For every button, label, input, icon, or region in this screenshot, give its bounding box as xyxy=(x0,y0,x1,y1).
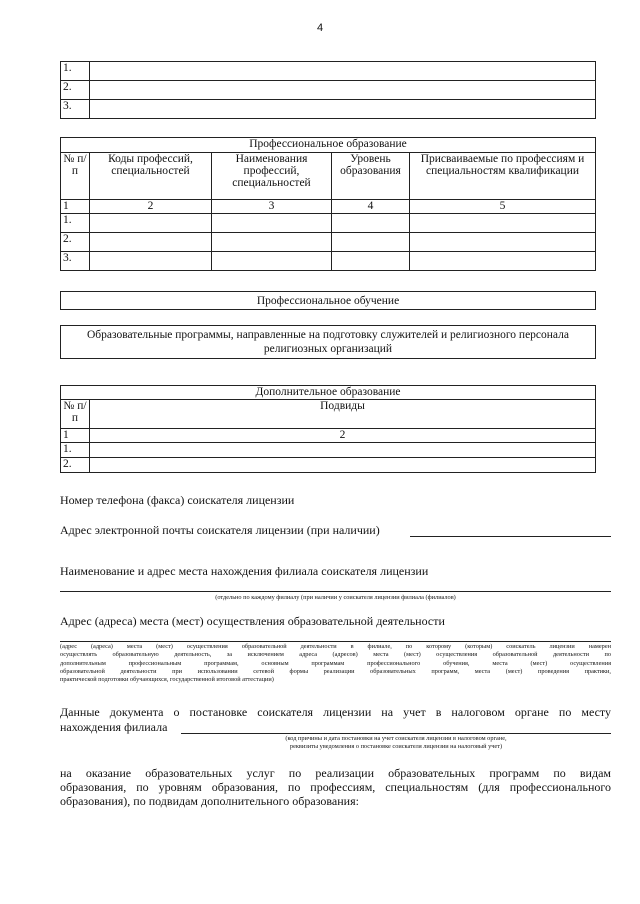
tax-note-line: (код причины и дата постановки на учет соискателя лицензии в налоговом органе, xyxy=(285,735,507,742)
closing-paragraph xyxy=(60,766,611,808)
table-row-number: 2. xyxy=(61,233,90,252)
table-cell[interactable] xyxy=(410,233,596,252)
column-header: № п/п xyxy=(61,400,90,429)
table-row-number: 3. xyxy=(61,252,90,271)
tax-note-line: реквизиты уведомления о постановке соискателя лицензии на налоговый учет) xyxy=(289,743,503,751)
address-note-line: образовательной деятельности при использовании сетевой формы реализации образовательных программ, места (мест) проведения практики, xyxy=(60,667,611,675)
table-cell[interactable] xyxy=(410,252,596,271)
page-number: 4 xyxy=(316,22,324,34)
additional-education-table xyxy=(60,385,596,473)
closing-line: на оказание образовательных услуг по реализации образовательных программ по видам xyxy=(60,766,611,780)
address-note-line: дополнительным профессиональным программам, основным программам профессионального обучения, места (мест) осуществления xyxy=(60,659,611,667)
table-cell[interactable] xyxy=(90,252,212,271)
column-number: 4 xyxy=(332,200,410,214)
tax-note xyxy=(181,735,611,752)
column-header: № п/п xyxy=(61,153,90,200)
professional-training-box: Профессиональное обучение xyxy=(60,291,596,310)
tax-label-line2: нахождения филиала xyxy=(60,720,168,734)
branch-label: Наименование и адрес места нахождения филиала соискателя лицензии xyxy=(60,564,429,578)
column-header: Уровень образования xyxy=(332,153,410,200)
column-number: 5 xyxy=(410,200,596,214)
table-title: Дополнительное образование xyxy=(61,386,596,400)
table-row-number: 3. xyxy=(61,100,90,119)
table-cell[interactable] xyxy=(90,214,212,233)
table-cell[interactable] xyxy=(90,443,596,458)
email-input-line[interactable] xyxy=(410,536,611,537)
address-note xyxy=(60,643,611,684)
table-cell[interactable] xyxy=(212,252,332,271)
column-number: 1 xyxy=(61,200,90,214)
top-numbered-table xyxy=(60,61,596,119)
closing-line: образования), по подвидам дополнительного образования: xyxy=(60,794,359,808)
branch-input-line[interactable] xyxy=(60,591,611,592)
address-label: Адрес (адреса) места (мест) осуществления образовательной деятельности xyxy=(60,614,445,628)
table-row-number: 1. xyxy=(61,62,90,81)
address-note-line: осуществлять образовательную деятельность, за исключением адреса (адресов) места (мест) осуществления образовательной деятельности по xyxy=(60,651,611,659)
table-row-number: 1. xyxy=(61,443,90,458)
column-number: 2 xyxy=(90,429,596,443)
address-note-line: (адрес (адреса) места (мест) осуществления образовательной деятельности в филиале, по которому (которым) соискатель лицензии намерен xyxy=(60,643,611,650)
table-cell[interactable] xyxy=(90,100,596,119)
table-row-number: 2. xyxy=(61,81,90,100)
column-number: 2 xyxy=(90,200,212,214)
column-header: Присваиваемые по профессиям и специальностям квалификации xyxy=(410,153,596,200)
column-header: Коды профессий, специальностей xyxy=(90,153,212,200)
table-row-number: 2. xyxy=(61,458,90,473)
table-cell[interactable] xyxy=(410,214,596,233)
table-cell[interactable] xyxy=(90,81,596,100)
column-number: 3 xyxy=(212,200,332,214)
table-cell[interactable] xyxy=(332,214,410,233)
email-label: Адрес электронной почты соискателя лицензии (при наличии) xyxy=(60,523,380,537)
address-input-line[interactable] xyxy=(60,641,611,642)
closing-line: образования, по уровням образования, по профессиям, специальностям (для профессионального xyxy=(60,780,611,794)
table-cell[interactable] xyxy=(90,62,596,81)
table-title: Профессиональное образование xyxy=(61,138,596,153)
tax-input-line[interactable] xyxy=(181,733,611,734)
table-cell[interactable] xyxy=(332,233,410,252)
table-cell[interactable] xyxy=(90,458,596,473)
phone-label: Номер телефона (факса) соискателя лицензии xyxy=(60,493,295,507)
branch-note: (отдельно по каждому филиалу (при наличии у соискателя лицензии филиала (филиалов) xyxy=(215,594,456,601)
column-header: Наименования профессий, специальностей xyxy=(212,153,332,200)
professional-education-table xyxy=(60,137,596,271)
tax-label-line1: Данные документа о постановке соискателя лицензии на учет в налоговом органе по месту xyxy=(60,705,611,719)
table-cell[interactable] xyxy=(90,233,212,252)
religious-programs-box: Образовательные программы, направленные на подготовку служителей и религиозного персонала религиозных организаций xyxy=(60,325,596,359)
address-note-line: практической подготовки обучающихся, государственной итоговой аттестации) xyxy=(60,676,274,684)
table-cell[interactable] xyxy=(332,252,410,271)
table-row-number: 1. xyxy=(61,214,90,233)
table-cell[interactable] xyxy=(212,233,332,252)
table-cell[interactable] xyxy=(212,214,332,233)
column-number: 1 xyxy=(61,429,90,443)
column-header: Подвиды xyxy=(90,400,596,429)
